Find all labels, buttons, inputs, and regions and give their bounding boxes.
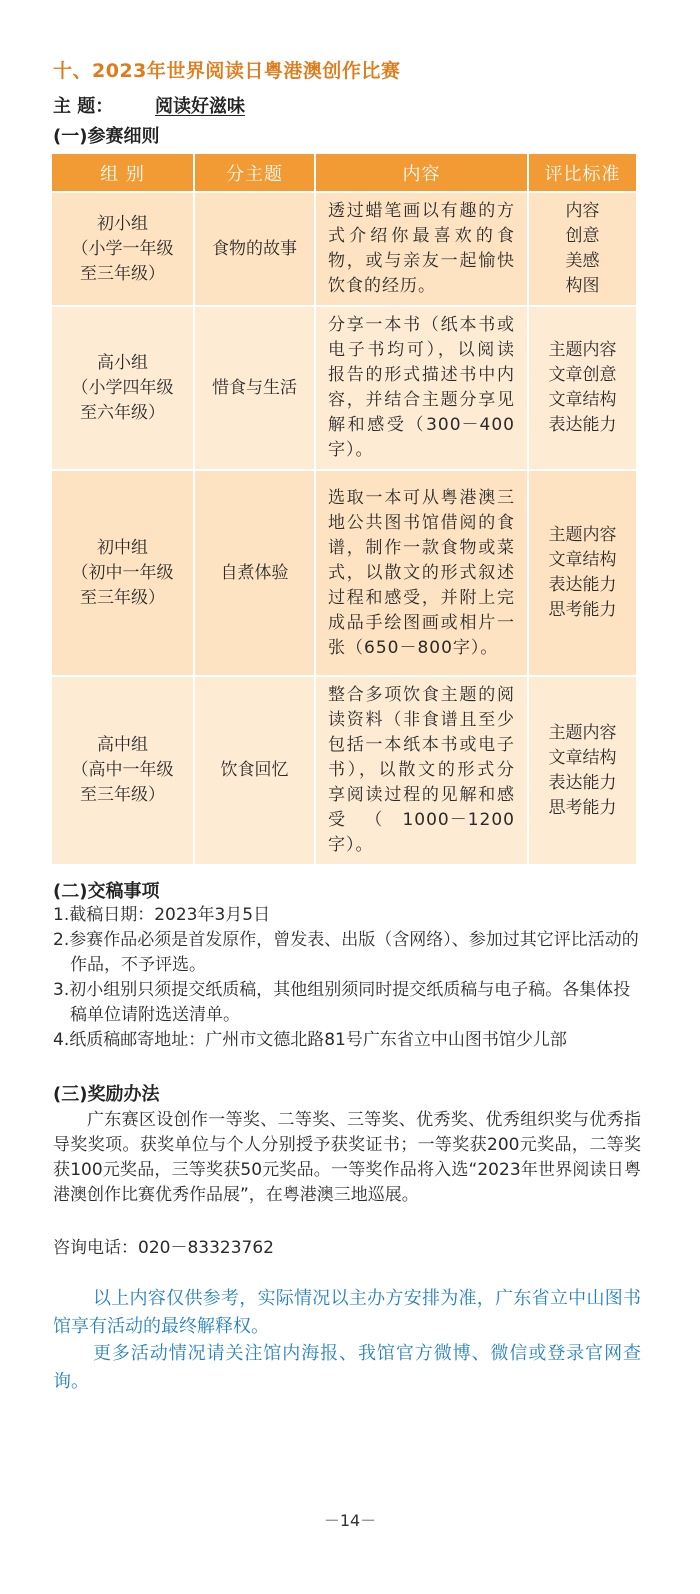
disclaimer-note: 以上内容仅供参考，实际情况以主办方安排为准，广东省立中山图书馆享有活动的最终解释权。: [53, 1288, 641, 1337]
header-group: 组 别: [52, 154, 194, 192]
more-info-note: 更多活动情况请关注馆内海报、我馆官方微博、微信或登录官网查询。: [53, 1343, 641, 1392]
content-cell: 整合多项饮食主题的阅读资料（非食谱且至少包括一本纸本书或电子书），以散文的形式分享阅读过程的见解和感受（1000－1200字）。: [315, 676, 528, 864]
theme-line: [53, 92, 245, 118]
group-cell: 初中组 （初中一年级 至三年级）: [52, 470, 194, 676]
table-row: [52, 192, 636, 306]
contact-phone: 咨询电话：020－83323762: [53, 1238, 274, 1258]
header-criteria: 评比标准: [528, 154, 636, 192]
section-title: 十、2023年世界阅读日粤港澳创作比赛: [53, 60, 401, 82]
group-cell: 初小组 （小学一年级 至三年级）: [52, 192, 194, 306]
header-subtheme: 分主题: [194, 154, 315, 192]
list-item: 2.参赛作品必须是首发原作，曾发表、出版（含网络）、参加过其它评比活动的作品，不予评选。: [53, 930, 639, 975]
content-cell: 分享一本书（纸本书或电子书均可），以阅读报告的形式描述书中内容，并结合主题分享见解和感受（300－400字）。: [315, 306, 528, 470]
subtheme-cell: 食物的故事: [194, 192, 315, 306]
criteria-cell: 主题内容 文章结构 表达能力 思考能力: [528, 676, 636, 864]
criteria-cell: 主题内容 文章创意 文章结构 表达能力: [528, 306, 636, 470]
table-header-row: [52, 154, 636, 192]
criteria-cell: 主题内容 文章结构 表达能力 思考能力: [528, 470, 636, 676]
group-cell: 高小组 （小学四年级 至六年级）: [52, 306, 194, 470]
table-row: [52, 470, 636, 676]
criteria-cell: 内容 创意 美感 构图: [528, 192, 636, 306]
awards-heading: (三)奖励办法: [53, 1084, 160, 1105]
list-item: 3.初小组别只须提交纸质稿，其他组别须同时提交纸质稿与电子稿。各集体投稿单位请附选送清单。: [53, 980, 631, 1025]
header-content: 内容: [315, 154, 528, 192]
table-row: [52, 676, 636, 864]
page-number: －14－: [323, 1511, 377, 1530]
subtheme-cell: 惜食与生活: [194, 306, 315, 470]
group-cell: 高中组 （高中一年级 至三年级）: [52, 676, 194, 864]
table-row: [52, 306, 636, 470]
subtheme-cell: 自煮体验: [194, 470, 315, 676]
theme-value: 阅读好滋味: [155, 96, 245, 117]
awards-text: 广东赛区设创作一等奖、二等奖、三等奖、优秀奖、优秀组织奖与优秀指导奖奖项。获奖单位与个人分别授予获奖证书；一等奖获200元奖品，二等奖获100元奖品，三等奖获50元奖品。一等奖作品将入选“2023年世界阅读日粤港澳创作比赛优秀作品展”，在粤港澳三地巡展。: [53, 1110, 641, 1205]
list-item: 4.纸质稿邮寄地址：广州市文德北路81号广东省立中山图书馆少儿部: [53, 1030, 567, 1050]
submission-heading: (二)交稿事项: [53, 881, 160, 902]
subtheme-cell: 饮食回忆: [194, 676, 315, 864]
rules-heading: (一)参赛细则: [53, 126, 160, 147]
theme-label: 主 题：: [53, 96, 114, 117]
submission-list: [53, 903, 643, 1053]
content-cell: 透过蜡笔画以有趣的方式介绍你最喜欢的食物，或与亲友一起愉快饮食的经历。: [315, 192, 528, 306]
list-item: 1.截稿日期：2023年3月5日: [53, 905, 271, 925]
rules-table: [52, 154, 636, 864]
content-cell: 选取一本可从粤港澳三地公共图书馆借阅的食谱，制作一款食物或菜式，以散文的形式叙述过程和感受，并附上完成品手绘图画或相片一张（650－800字）。: [315, 470, 528, 676]
